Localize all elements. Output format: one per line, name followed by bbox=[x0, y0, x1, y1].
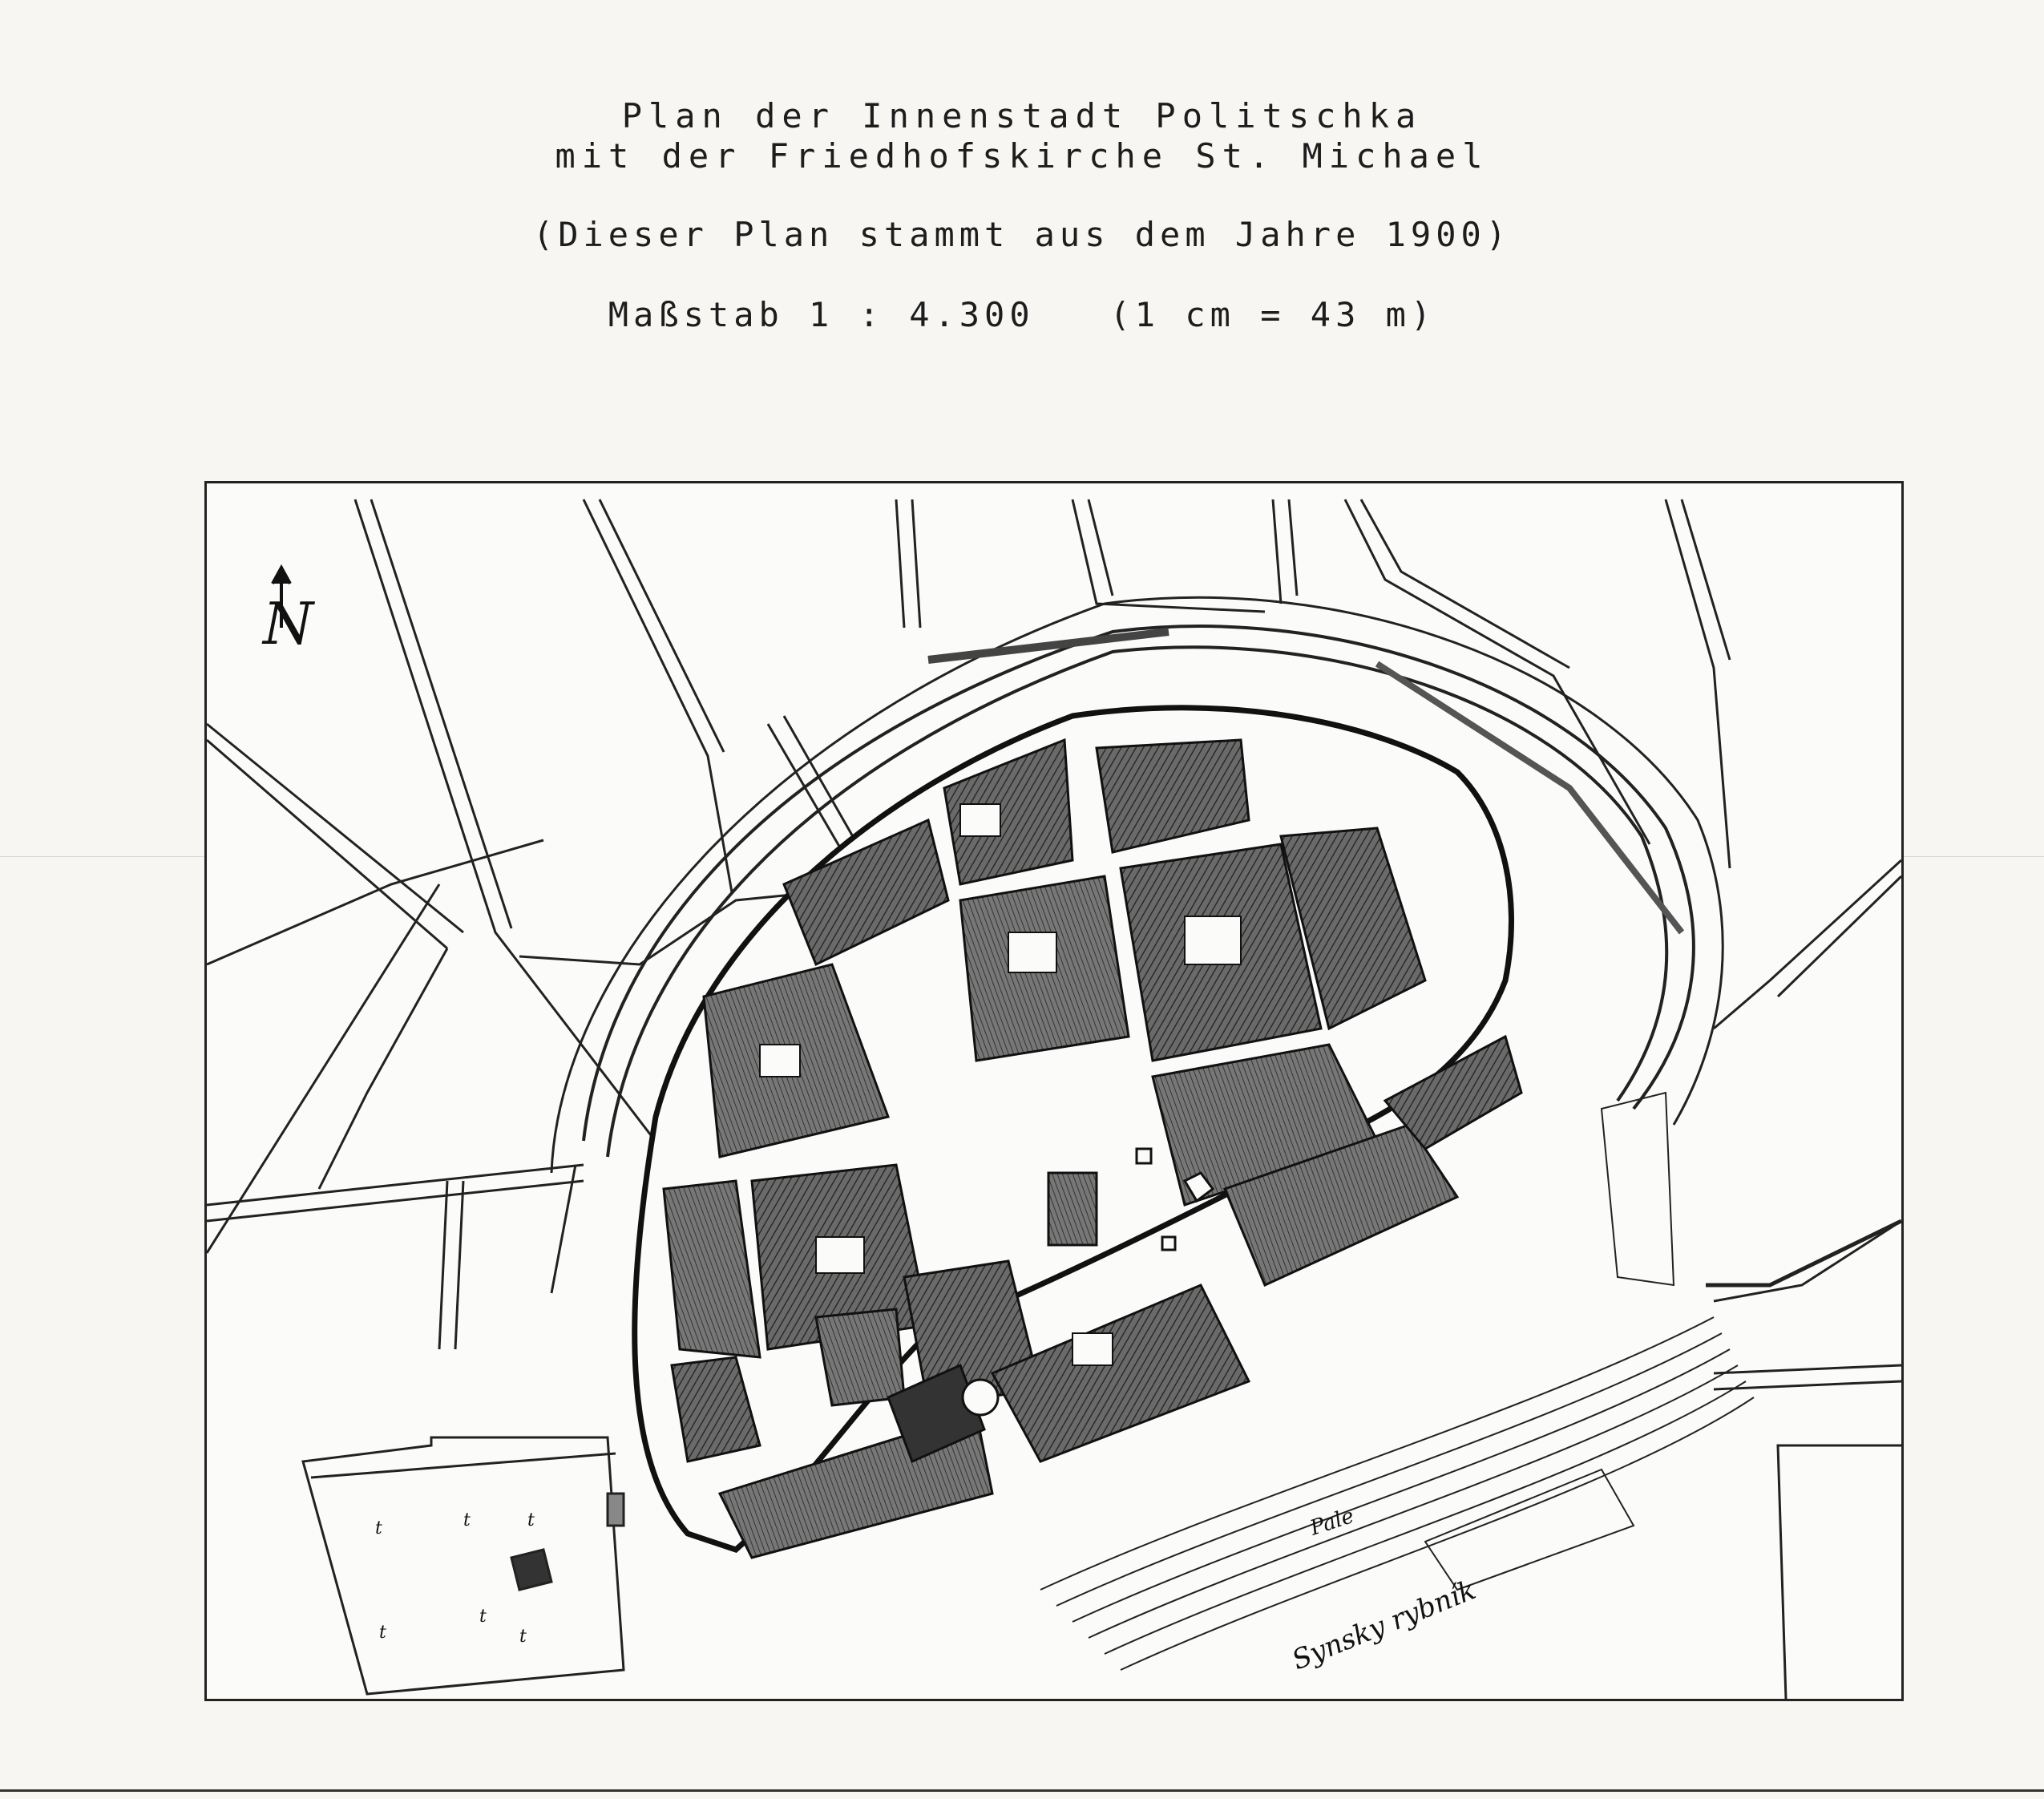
north-arrow-label: N bbox=[263, 590, 313, 657]
map-scale: Maßstab 1 : 4.300 (1 cm = 43 m) bbox=[608, 295, 1436, 334]
paper-bottom-edge bbox=[0, 1789, 2044, 1792]
cross-mark: t bbox=[479, 1607, 487, 1627]
map-title-line-2: mit der Friedhofskirche St. Michael bbox=[555, 136, 1489, 176]
cemetery bbox=[303, 1437, 624, 1694]
north-arrow bbox=[261, 568, 316, 657]
map-title-line-1: Plan der Innenstadt Politschka bbox=[621, 96, 1423, 135]
cross-mark: t bbox=[519, 1627, 527, 1647]
cross-mark: t bbox=[527, 1510, 535, 1530]
town-plan-map bbox=[204, 481, 1904, 1701]
cross-mark: t bbox=[463, 1510, 471, 1530]
pond-label: Synsky rybník bbox=[1287, 1574, 1480, 1677]
cross-mark: t bbox=[375, 1518, 382, 1538]
stream-label: Pale bbox=[1307, 1503, 1357, 1541]
map-date-note: (Dieser Plan stammt aus dem Jahre 1900) bbox=[532, 215, 1512, 254]
cross-mark: t bbox=[379, 1623, 386, 1643]
town-plan-drawing bbox=[207, 483, 1901, 1699]
map-header bbox=[0, 96, 2044, 335]
